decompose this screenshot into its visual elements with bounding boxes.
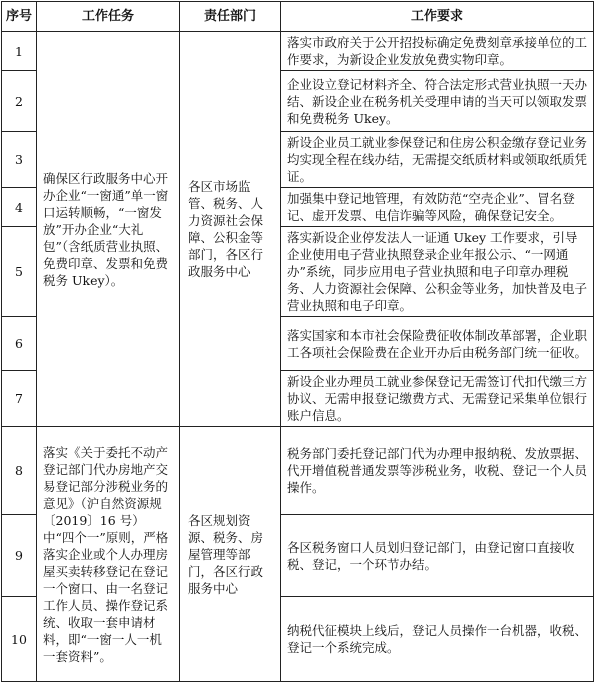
work-requirements-table	[1, 1, 594, 682]
task-cell: 确保区行政服务中心开办企业“一窗通”单一窗口运转顺畅，“一窗发放”开办企业“大礼包”（含纸质营业执照、免费印章、发票和免费税务 Ukey）。	[37, 32, 180, 427]
row-num: 7	[2, 371, 37, 427]
requirement-cell: 落实国家和本市社会保险费征收体制改革部署，企业职工各项社会保险费在企业开办后由税务部门统一征收。	[281, 317, 594, 371]
row-num: 9	[2, 515, 37, 597]
requirement-cell: 落实市政府关于公开招投标确定免费刻章承接单位的工作要求，为新设企业发放免费实物印章。	[281, 32, 594, 71]
header-task: 工作任务	[37, 2, 180, 32]
requirement-cell: 新设企业办理员工就业参保登记无需签订代扣代缴三方协议、无需申报登记缴费方式、无需登记采集单位银行账户信息。	[281, 371, 594, 427]
row-num: 1	[2, 32, 37, 71]
table-row	[2, 32, 594, 71]
row-num: 5	[2, 227, 37, 317]
dept-cell: 各区规划资源、税务、房屋管理等部门，各区行政服务中心	[180, 427, 281, 682]
table-row	[2, 427, 594, 515]
requirement-cell: 新设企业员工就业参保登记和住房公积金缴存登记业务均实现全程在线办结，无需提交纸质材料或领取纸质凭证。	[281, 132, 594, 188]
row-num: 6	[2, 317, 37, 371]
header-req: 工作要求	[281, 2, 594, 32]
row-num: 2	[2, 71, 37, 132]
row-num: 8	[2, 427, 37, 515]
row-num: 3	[2, 132, 37, 188]
row-num: 10	[2, 597, 37, 682]
table-header-row	[2, 2, 594, 32]
task-cell: 落实《关于委托不动产登记部门代办房地产交易登记部分涉税业务的意见》（沪自然资源规〔2019〕16 号）中“四个一”原则，严格落实企业或个人办理房屋买卖转移登记在登记一个窗口、由一名登记工作人员、操作登记系统、收取一套申请材料，即“一窗一人一机一套资料”。	[37, 427, 180, 682]
requirement-cell: 落实新设企业停发法人一证通 Ukey 工作要求，引导企业使用电子营业执照登录企业年报公示、“一网通办”系统，同步应用电子营业执照和电子印章办理税务、人力资源社会保障、公积金等业务，加快普及电子营业执照和电子印章。	[281, 227, 594, 317]
header-num: 序号	[2, 2, 37, 32]
row-num: 4	[2, 188, 37, 227]
dept-cell: 各区市场监管、税务、人力资源社会保障、公积金等部门，各区行政服务中心	[180, 32, 281, 427]
requirement-cell: 纳税代征模块上线后，登记人员操作一台机器，收税、登记一个系统完成。	[281, 597, 594, 682]
requirement-cell: 企业设立登记材料齐全、符合法定形式营业执照一天办结、新设企业在税务机关受理申请的当天可以领取发票和免费税务 Ukey。	[281, 71, 594, 132]
requirement-cell: 各区税务窗口人员划归登记部门，由登记窗口直接收税、登记，一个环节办结。	[281, 515, 594, 597]
header-dept: 责任部门	[180, 2, 281, 32]
requirement-cell: 税务部门委托登记部门代为办理申报纳税、发放票据、代开增值税普通发票等涉税业务，收税、登记一个人员操作。	[281, 427, 594, 515]
requirement-cell: 加强集中登记地管理，有效防范“空壳企业”、冒名登记、虚开发票、电信诈骗等风险，确保登记安全。	[281, 188, 594, 227]
